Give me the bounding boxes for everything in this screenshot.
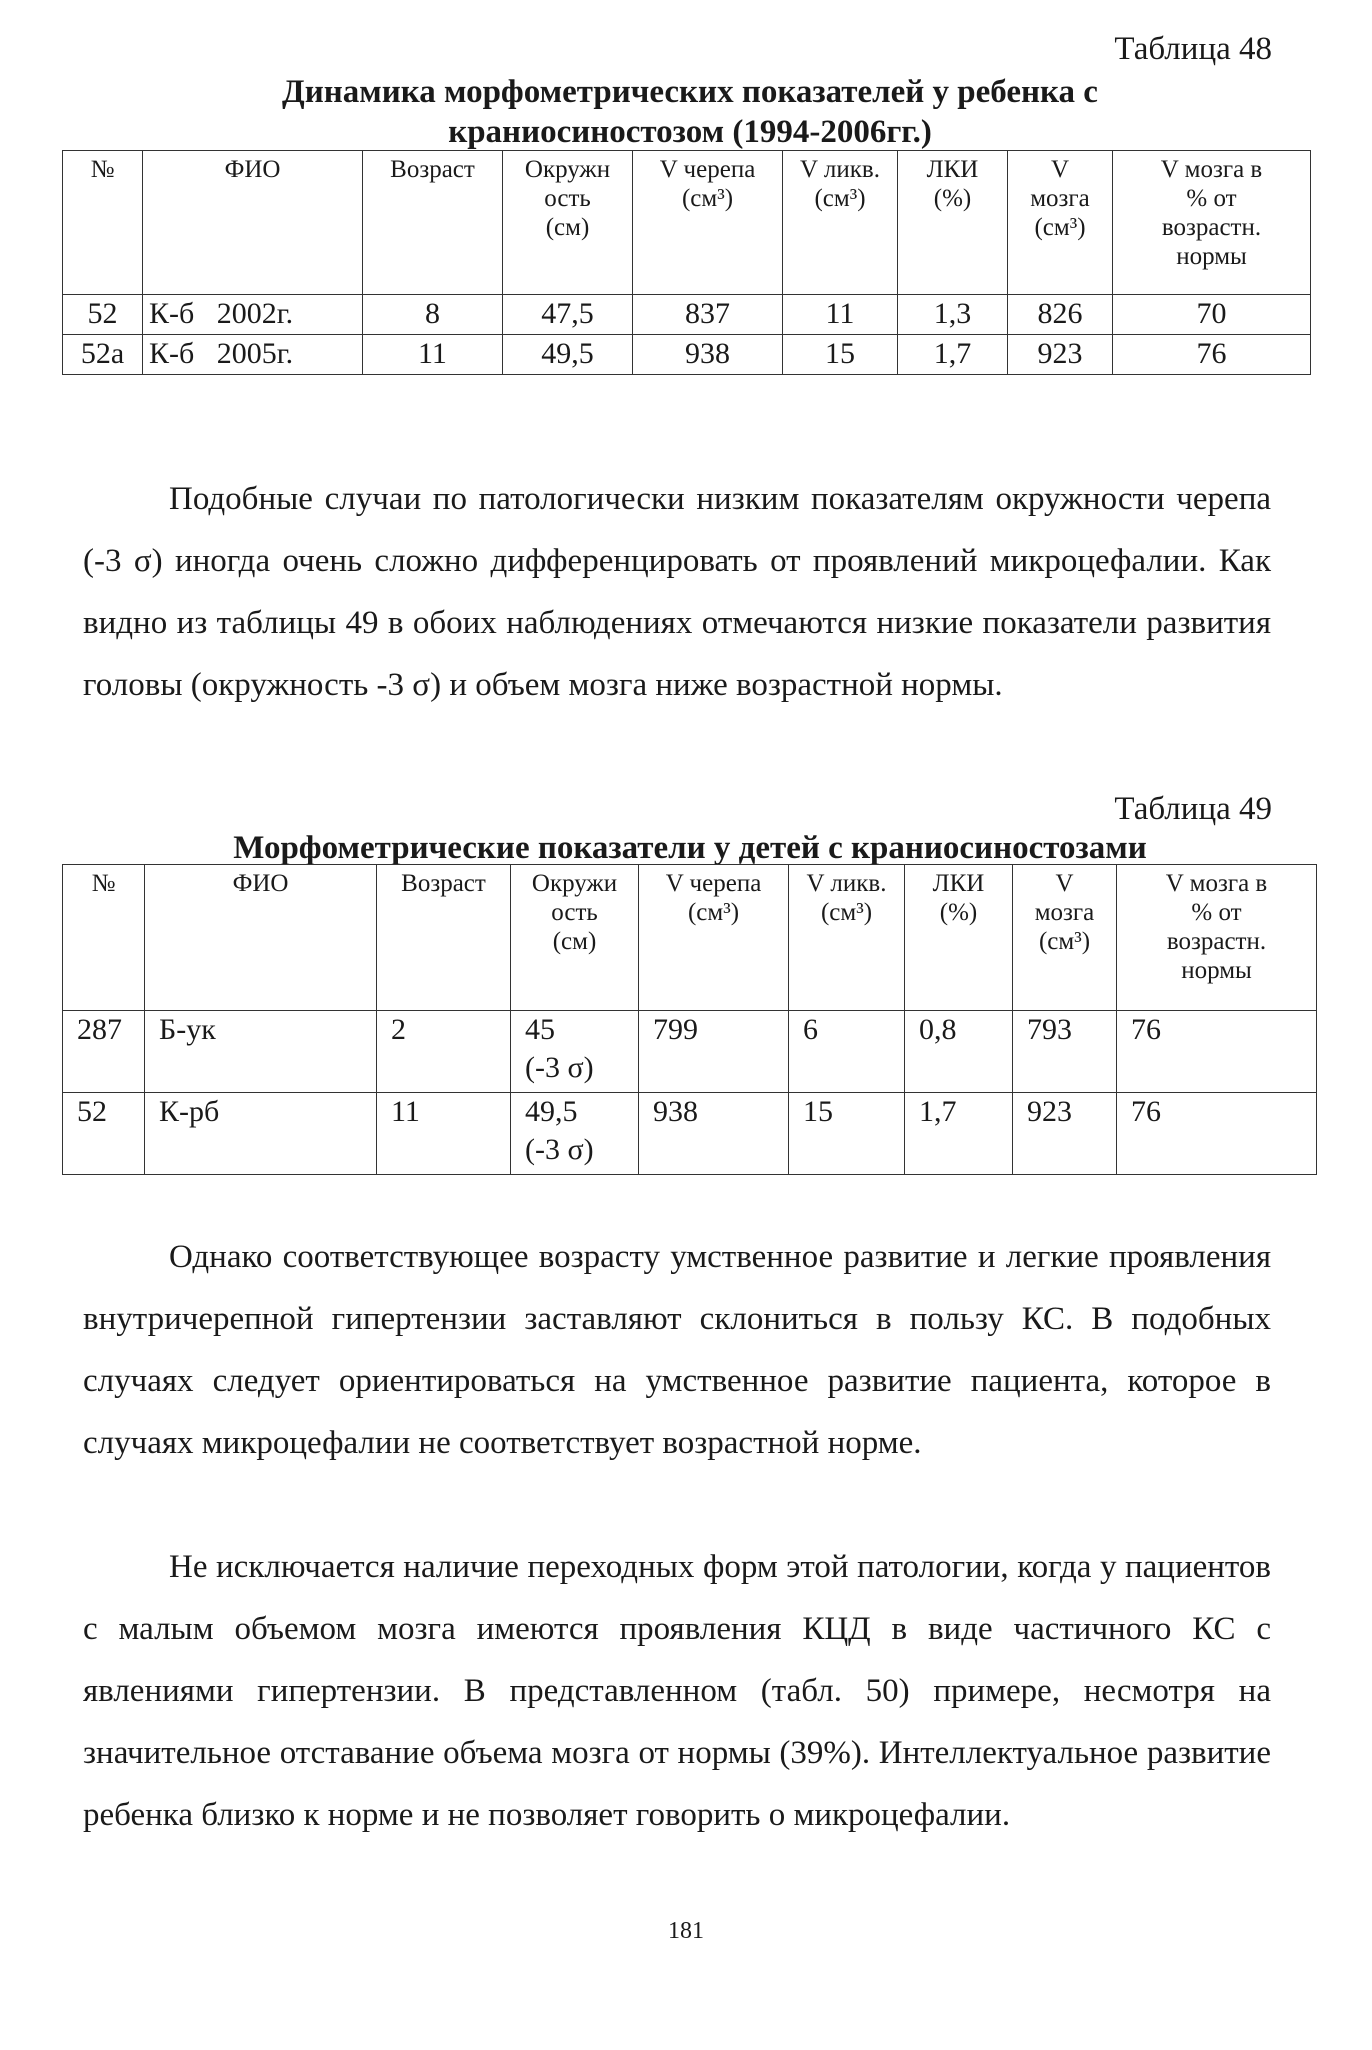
header-cell: V черепа (см³) [639, 865, 789, 1011]
table-cell: 793 [1013, 1011, 1117, 1093]
table-cell: К-б 2005г. [143, 335, 363, 375]
table-cell: 49,5 (-3 σ) [511, 1093, 639, 1175]
table-cell: 52 [63, 1093, 145, 1175]
header-cell: V мозга в % от возрастн. нормы [1113, 151, 1311, 295]
header-cell: ЛКИ (%) [898, 151, 1008, 295]
table-48-title-line2: краниосиностозом (1994-2006гг.) [448, 114, 932, 150]
header-cell: ФИО [143, 151, 363, 295]
table-48 [62, 150, 1311, 375]
header-cell: Окружи ость (см) [511, 865, 639, 1011]
table-cell: 11 [377, 1093, 511, 1175]
table-cell: 938 [639, 1093, 789, 1175]
table-cell: 799 [639, 1011, 789, 1093]
table-cell: 76 [1117, 1093, 1317, 1175]
table-cell: К-б 2002г. [143, 295, 363, 335]
table-cell: 76 [1113, 335, 1311, 375]
header-cell: Возраст [377, 865, 511, 1011]
table-49-label: Таблица 49 [1114, 791, 1272, 827]
table-row [63, 295, 1311, 335]
table-cell: 15 [783, 335, 898, 375]
table-cell: 15 [789, 1093, 905, 1175]
table-cell: 0,8 [905, 1011, 1013, 1093]
header-cell: V мозга в % от возрастн. нормы [1117, 865, 1317, 1011]
header-cell: № [63, 865, 145, 1011]
paragraph-2: Однако соответствующее возрасту умственное развитие и легкие проявления внутричерепной гипертензии заставляют склониться в пользу КС. В подобных случаях следует ориентироваться на умственное развитие пациента, которое в случаях микроцефалии не соответствует возрастной норме. [83, 1239, 1271, 1461]
table-cell: 837 [633, 295, 783, 335]
table-48-header-row [63, 151, 1311, 295]
table-cell: Б-ук [145, 1011, 377, 1093]
table-48-label: Таблица 48 [1114, 31, 1272, 67]
table-cell: 6 [789, 1011, 905, 1093]
header-cell: V мозга (см³) [1008, 151, 1113, 295]
table-row [63, 335, 1311, 375]
table-cell: 923 [1013, 1093, 1117, 1175]
page-number: 181 [668, 1918, 704, 1944]
header-cell: Окружн ость (см) [503, 151, 633, 295]
table-row [63, 1011, 1317, 1093]
table-cell: 8 [363, 295, 503, 335]
table-49-title: Морфометрические показатели у детей с краниосиностозами [233, 830, 1147, 866]
table-cell: 1,7 [898, 335, 1008, 375]
table-cell: 11 [363, 335, 503, 375]
table-cell: 938 [633, 335, 783, 375]
table-cell: 923 [1008, 335, 1113, 375]
table-cell: 52 [63, 295, 143, 335]
table-cell: 2 [377, 1011, 511, 1093]
table-row [63, 1093, 1317, 1175]
table-48-title [60, 72, 1320, 152]
header-cell: V мозга (см³) [1013, 865, 1117, 1011]
table-49-header-row [63, 865, 1317, 1011]
paragraph-3: Не исключается наличие переходных форм этой патологии, когда у пациентов с малым объемом мозга имеются проявления КЦД в виде частичного КС с явлениями гипертензии. В представленном (табл. 50) примере, несмотря на значительное отставание объема мозга от нормы (39%). Интеллектуальное развитие ребенка близко к норме и не позволяет говорить о микроцефалии. [83, 1549, 1271, 1833]
table-cell: 287 [63, 1011, 145, 1093]
table-cell: 47,5 [503, 295, 633, 335]
table-cell: 826 [1008, 295, 1113, 335]
table-cell: 11 [783, 295, 898, 335]
table-cell: 45 (-3 σ) [511, 1011, 639, 1093]
table-cell: 1,3 [898, 295, 1008, 335]
header-cell: V черепа (см³) [633, 151, 783, 295]
table-cell: 49,5 [503, 335, 633, 375]
table-49 [62, 864, 1317, 1175]
header-cell: № [63, 151, 143, 295]
header-cell: V ликв. (см³) [789, 865, 905, 1011]
table-cell: 52а [63, 335, 143, 375]
table-48-title-line1: Динамика морфометрических показателей у ребенка с [282, 74, 1098, 110]
table-cell: 70 [1113, 295, 1311, 335]
header-cell: ЛКИ (%) [905, 865, 1013, 1011]
header-cell: ФИО [145, 865, 377, 1011]
table-cell: 1,7 [905, 1093, 1013, 1175]
paragraph-1: Подобные случаи по патологически низким показателям окружности черепа (-3 σ) иногда очень сложно дифференцировать от проявлений микроцефалии. Как видно из таблицы 49 в обоих наблюдениях отмечаются низкие показатели развития головы (окружность -3 σ) и объем мозга ниже возрастной нормы. [83, 481, 1271, 703]
header-cell: Возраст [363, 151, 503, 295]
header-cell: V ликв. (см³) [783, 151, 898, 295]
table-cell: 76 [1117, 1011, 1317, 1093]
table-cell: К-рб [145, 1093, 377, 1175]
